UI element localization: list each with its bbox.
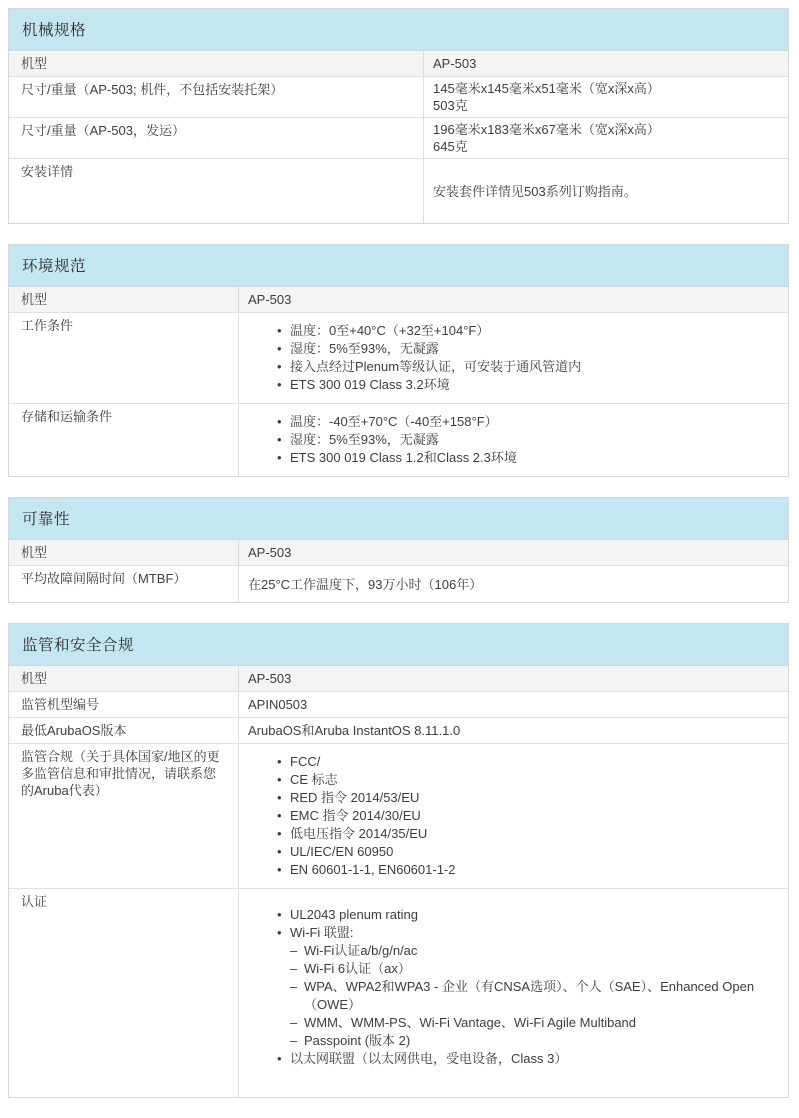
spec-value-line: AP-503 <box>248 671 292 686</box>
dash-icon: – <box>290 961 298 976</box>
spec-value <box>239 889 789 1098</box>
sub-list-item <box>277 942 779 960</box>
bullet-list <box>248 753 779 879</box>
spec-label: 机型 <box>9 51 424 77</box>
spec-value <box>239 287 789 313</box>
list-item <box>277 376 779 394</box>
spec-value-line: APIN0503 <box>248 697 308 712</box>
list-item-text: Wi-Fi认证a/b/g/n/ac <box>304 943 418 958</box>
sub-list-item <box>277 1032 779 1050</box>
spec-label: 认证 <box>9 889 239 1098</box>
spec-value-line: 503克 <box>433 98 468 113</box>
spec-value <box>239 666 789 692</box>
spec-value <box>424 118 789 159</box>
spec-row <box>9 540 788 566</box>
list-item <box>277 322 779 340</box>
section-reliability <box>8 497 789 603</box>
list-item <box>277 843 779 861</box>
list-item-text: 湿度：5%至93%，无凝露 <box>290 432 439 447</box>
list-item <box>277 924 779 942</box>
list-item <box>277 753 779 771</box>
list-item-text: CE 标志 <box>290 772 338 787</box>
dash-icon: – <box>290 1033 298 1048</box>
list-item-text: EMC 指令 2014/30/EU <box>290 808 421 823</box>
section-environmental <box>8 244 789 477</box>
list-item-text: FCC/ <box>290 754 321 769</box>
list-item <box>277 807 779 825</box>
spec-row <box>9 313 788 404</box>
section-title: 可靠性 <box>9 498 788 540</box>
spec-grid <box>9 287 788 476</box>
spec-value-line: 645克 <box>433 139 468 154</box>
bullet-icon: • <box>277 432 282 447</box>
list-item-text: Passpoint (版本 2) <box>304 1033 411 1048</box>
spec-row <box>9 718 788 744</box>
list-item <box>277 771 779 789</box>
spec-row <box>9 692 788 718</box>
list-item-text: 温度：0至+40°C（+32至+104°F） <box>290 323 490 338</box>
sub-list-item <box>277 978 779 1014</box>
list-item-text: ETS 300 019 Class 3.2环境 <box>290 377 450 392</box>
section-title: 机械规格 <box>9 9 788 51</box>
spec-row <box>9 889 788 1098</box>
list-item <box>277 449 779 467</box>
spec-value <box>239 313 789 404</box>
list-item-text: ETS 300 019 Class 1.2和Class 2.3环境 <box>290 450 517 465</box>
list-item <box>277 906 779 924</box>
list-item-text: EN 60601-1-1, EN60601-1-2 <box>290 862 456 877</box>
bullet-icon: • <box>277 341 282 356</box>
bullet-icon: • <box>277 377 282 392</box>
spec-value <box>424 51 789 77</box>
list-item <box>277 789 779 807</box>
spec-label: 机型 <box>9 666 239 692</box>
section-mechanical <box>8 8 789 224</box>
section-title: 环境规范 <box>9 245 788 287</box>
spec-value <box>239 404 789 477</box>
spec-row <box>9 566 788 603</box>
list-item <box>277 413 779 431</box>
spec-value-line: 196毫米x183毫米x67毫米（宽x深x高） <box>433 122 660 137</box>
spec-sheet-page <box>8 8 789 1098</box>
spec-value <box>424 159 789 224</box>
spec-grid <box>9 51 788 223</box>
list-item <box>277 431 779 449</box>
spec-value-line: 145毫米x145毫米x51毫米（宽x深x高） <box>433 81 660 96</box>
spec-label: 最低ArubaOS版本 <box>9 718 239 744</box>
spec-value-line: AP-503 <box>248 545 292 560</box>
bullet-icon: • <box>277 754 282 769</box>
list-item <box>277 358 779 376</box>
list-item-text: 湿度：5%至93%，无凝露 <box>290 341 439 356</box>
bullet-icon: • <box>277 772 282 787</box>
list-item <box>277 1050 779 1068</box>
list-item-text: WMM、WMM-PS、Wi-Fi Vantage、Wi-Fi Agile Multiband <box>304 1015 637 1030</box>
bullet-icon: • <box>277 862 282 877</box>
bullet-icon: • <box>277 907 282 922</box>
list-item-text: WPA、WPA2和WPA3 - 企业（有CNSA选项）、个人（SAE）、Enhanced Open（OWE） <box>304 979 755 1012</box>
list-item <box>277 825 779 843</box>
list-item-text: UL/IEC/EN 60950 <box>290 844 394 859</box>
list-item-text: Wi-Fi 联盟: <box>290 925 354 940</box>
section-regulatory <box>8 623 789 1098</box>
list-item <box>277 861 779 879</box>
dash-icon: – <box>290 943 298 958</box>
sub-list-item <box>277 960 779 978</box>
spec-value <box>239 692 789 718</box>
bullet-icon: • <box>277 414 282 429</box>
spec-value <box>239 566 789 603</box>
bullet-icon: • <box>277 323 282 338</box>
spec-label: 机型 <box>9 540 239 566</box>
spec-row <box>9 77 788 118</box>
spec-label: 监管合规（关于具体国家/地区的更多监管信息和审批情况，请联系您的Aruba代表） <box>9 744 239 889</box>
spec-row <box>9 666 788 692</box>
list-item-text: Wi-Fi 6认证（ax） <box>304 961 411 976</box>
spec-label: 机型 <box>9 287 239 313</box>
spec-label: 安装详情 <box>9 159 424 224</box>
bullet-list <box>248 413 779 467</box>
section-title: 监管和安全合规 <box>9 624 788 666</box>
bullet-icon: • <box>277 826 282 841</box>
bullet-icon: • <box>277 450 282 465</box>
list-item-text: UL2043 plenum rating <box>290 907 418 922</box>
spec-label: 平均故障间隔时间（MTBF） <box>9 566 239 603</box>
bullet-icon: • <box>277 808 282 823</box>
spec-value <box>239 718 789 744</box>
bullet-list <box>248 906 779 1068</box>
spec-value-line: AP-503 <box>433 56 477 71</box>
spec-row <box>9 404 788 477</box>
bullet-icon: • <box>277 844 282 859</box>
spec-value-line: 安装套件详情见503系列订购指南。 <box>433 183 637 199</box>
spec-row <box>9 118 788 159</box>
spec-label: 存储和运输条件 <box>9 404 239 477</box>
list-item <box>277 340 779 358</box>
list-item-text: 温度：-40至+70°C（-40至+158°F） <box>290 414 498 429</box>
spec-value-line: ArubaOS和Aruba InstantOS 8.11.1.0 <box>248 723 461 738</box>
list-item-text: 以太网联盟（以太网供电，受电设备，Class 3） <box>290 1051 568 1066</box>
dash-icon: – <box>290 979 298 994</box>
bullet-icon: • <box>277 1051 282 1066</box>
bullet-icon: • <box>277 790 282 805</box>
bullet-icon: • <box>277 359 282 374</box>
spec-label: 尺寸/重量（AP-503; 机件，不包括安装托架） <box>9 77 424 118</box>
list-item-text: RED 指令 2014/53/EU <box>290 790 420 805</box>
sub-list-item <box>277 1014 779 1032</box>
spec-value <box>424 77 789 118</box>
spec-label: 监管机型编号 <box>9 692 239 718</box>
list-item-text: 低电压指令 2014/35/EU <box>290 826 428 841</box>
spec-value-line: AP-503 <box>248 292 292 307</box>
spec-grid <box>9 540 788 602</box>
spec-label: 工作条件 <box>9 313 239 404</box>
spec-value <box>239 540 789 566</box>
spec-row <box>9 744 788 889</box>
list-item-text: 接入点经过Plenum等级认证，可安装于通风管道内 <box>290 359 582 374</box>
bullet-list <box>248 322 779 394</box>
spec-value <box>239 744 789 889</box>
bullet-icon: • <box>277 925 282 940</box>
spec-grid <box>9 666 788 1097</box>
spec-row <box>9 287 788 313</box>
spec-label: 尺寸/重量（AP-503，发运） <box>9 118 424 159</box>
spec-row <box>9 51 788 77</box>
spec-value-line: 在25°C工作温度下，93万小时（106年） <box>248 576 483 592</box>
spec-row <box>9 159 788 224</box>
dash-icon: – <box>290 1015 298 1030</box>
